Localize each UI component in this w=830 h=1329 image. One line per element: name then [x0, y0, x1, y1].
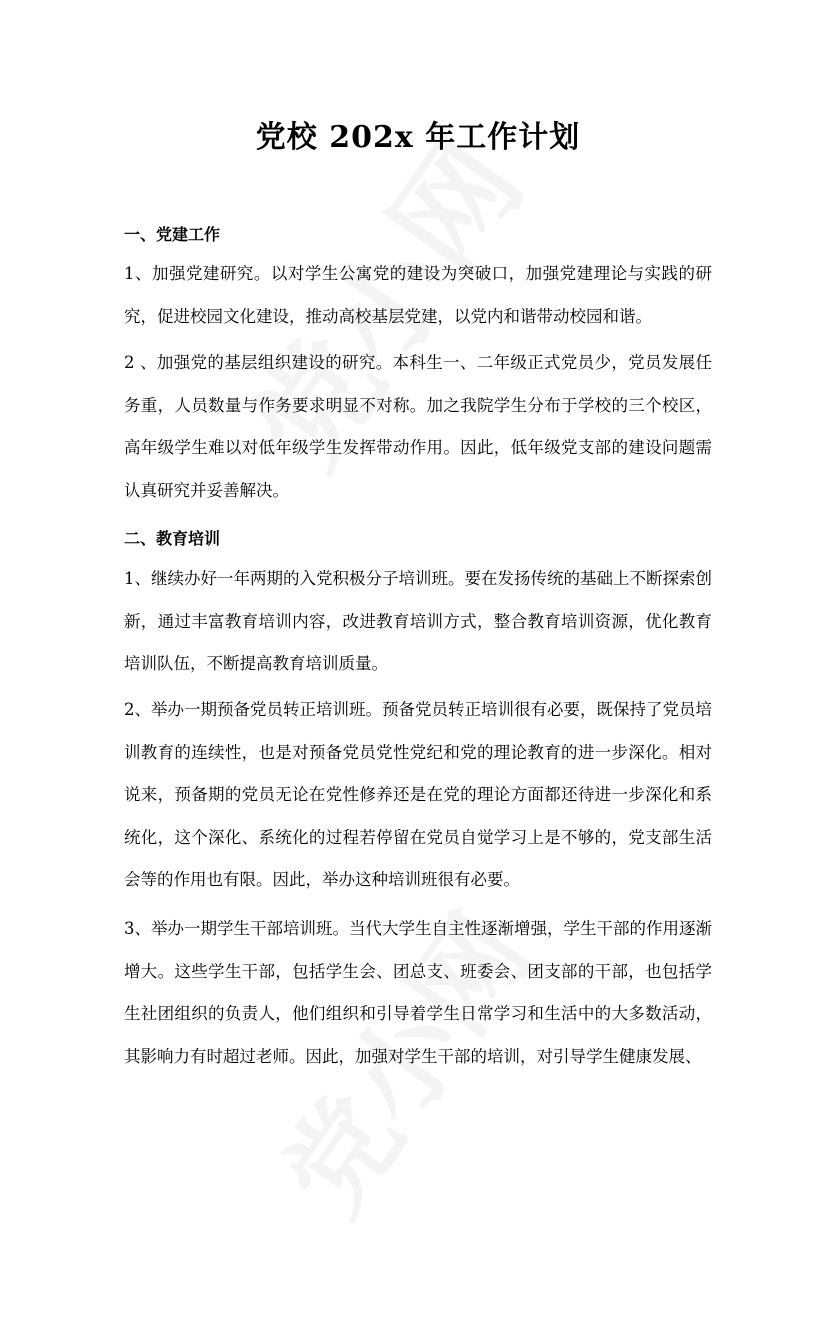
section-heading-party-building: 一、党建工作	[124, 225, 221, 244]
paragraph: 1、加强党建研究。以对学生公寓党的建设为突破口，加强党建理论与实践的研究，促进校园文化建设，推动高校基层党建，以党内和谐带动校园和谐。	[124, 264, 712, 326]
paragraph: 1、继续办好一年两期的入党积极分子培训班。要在发扬传统的基础上不断探索创新，通过丰富教育培训内容，改进教育培训方式，整合教育培训资源，优化教育培训队伍，不断提高教育培训质量。	[124, 569, 712, 673]
page-title: 党校 202x 年工作计划	[255, 120, 581, 155]
paragraph: 2 、加强党的基层组织建设的研究。本科生一、二年级正式党员少，党员发展任务重，人员数量与作务要求明显不对称。加之我院学生分布于学校的三个校区，高年级学生难以对低年级学生发挥带动作用。因此，低年级党支部的建设问题需认真研究并妥善解决。	[124, 353, 712, 500]
paragraph: 2、举办一期预备党员转正培训班。预备党员转正培训很有必要，既保持了党员培训教育的连续性，也是对预备党员党性党纪和党的理论教育的进一步深化。相对说来，预备期的党员无论在党性修养还是在党的理论方面都还待进一步深化和系统化，这个深化、系统化的过程若停留在党员自觉学习上是不够的，党支部生活会等的作用也有限。因此，举办这种培训班很有必要。	[124, 700, 712, 889]
paragraph: 3、举办一期学生干部培训班。当代大学生自主性逐渐增强，学生干部的作用逐渐增大。这些学生干部，包括学生会、团总支、班委会、团支部的干部，也包括学生社团组织的负责人，他们组织和引导着学生日常学习和生活中的大多数活动，其影响力有时超过老师。因此，加强对学生干部的培训，对引导学生健康发展、	[124, 919, 712, 1066]
section-heading-education-training: 二、教育培训	[124, 529, 221, 548]
